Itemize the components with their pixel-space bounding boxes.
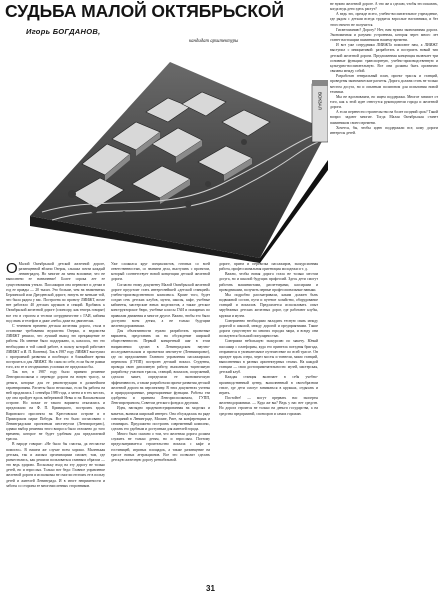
paragraph: Так вот, в 1987 году было принято решение Ленгорисполкома о переводе дороги на новую трассу, за деньги, которые для ее реконструкции в дальнейшем гарантированы. Расчеты было несколько, если бы работы на ней продлились 1 сентября 1989 года, а затем и в тех местах, где она пройдет вдоль набережной Невы и на Васильевском острове. Но позже от такого варианта отказались и предложили на Ф. П. Кривицкого, построить вдоль Кировского проспекта на Крестовском острове и в Приморском парке Победы. Все это было согласовано с Ленинградским проектным институтом (Ленгипротранс), однако выбор решения этого вопроса было отложено до того времени, которое не будет удобным для предлагаемой трассы. xyxy=(6,370,105,442)
paragraph: не нужно железной дороге. А что же я сделаю, чтобы это показать, когда ведь дети здесь растут? xyxy=(330,2,438,12)
paragraph: Идея, наглядно продемонстрированная на моделях и макетах, вызвала широкий интерес. Она обсуждалась на ряде совещаний в Ленинграде, Москве, Риге, на конференциях и семинарах. Предложено построить современный комплекс, сделать его удобным и доступным для жителей города. xyxy=(111,406,210,431)
paragraph: Малой Октябрьской детской железной дороге, размещенной вблизи Озерок, слышал почти каждый ленинградец. Но многие ли меня вспомнят, что не выполнено ее назначение! Более сорока лет ее существования утекло. Пассажиров она перевозит и детям в год ее правды — 20 тысяч. Это больше, чем на знаменитых Берлинской или Дрезденской дороге, ничуть не меньше той, что была рядом у вас. Построена по проекту ЛИИЖТ, возле нее работало 40 детских кружков и секций. Вдобавок к Октябрьской железной дороге (спонсору, как теперь говорят) все это в строгом и тесном сотрудничестве с ГАИ, кабины под связь и телефон и даже «неба» даже на двигателях. xyxy=(6,262,105,323)
author-role: кандидат архитектуры xyxy=(189,39,239,44)
paragraph: А если перенести строительство на более поздний срок? Такой вопрос задают многие. Тогда Малая Октябрьская станет памятником своего времени. xyxy=(330,110,438,125)
drop-cap: О xyxy=(6,262,18,277)
paragraph: В народе говорят: «Не было бы счастья, да несчастье помогло». В нашем же случае всем хорошо. Маленькая детская, так и жилым организациям сможет, там, где разместились, как решили пользоваться главным образом — это ведь здорово. Поскольку вход на эту дорогу не только детей, но и взрослых. Только вот беда: Главное управление железной дороги и исполкомы не смогли отстоять ее в пользу детей и жителей Ленинграда. И в итоге неприятности и заботы со стороны ее многочисленных сторонников. xyxy=(6,442,105,488)
text-column-1 xyxy=(6,262,105,578)
paragraph: Согласно этому документу Малой Октябрьской железной дороге предстоит стать интереснейшей «детской станцией» учебно-производственного комплекса. Кроме того, будет создан сеть детских клубов, музеи, школы, кафе, учебные кабинеты, мастерские юных моделистов, а также детское конструкторское бюро, учебные классы ГАИ и пожарных по правилам движения и многое другое. Важно, чтобы это было доступно всем детям, а не только будущим железнодорожникам. xyxy=(111,282,210,328)
paragraph: Разработан генеральный план, проект трассы и станций, проведены экономические расчеты. Дорога должна стать не только местом досуга, но и опытным полигоном для испытания новой техники. xyxy=(330,74,438,94)
paragraph: И вот уже сотрудники ЛИИЖТа помогают нам, а ЛИИЖТ выступил с инициативой: разработать и построить новый тип детской железной дороги. Предложенная концепция включает три основные функции: транспортную, учебно-производственную и культурно-воспитательную. Все они должны быть органично связаны между собой. xyxy=(330,43,438,74)
article-title: СУДЬБА МАЛОЙ ОКТЯБРЬСКОЙ xyxy=(5,1,284,21)
page-number: 31 xyxy=(206,584,215,593)
paragraph: Для объективности нужно разработать проектные варианты, представить их на обсуждение широкой общественности. Первый конкретный шаг в этом направлении сделан в Ленинградском научно-исследовательском и проектном институте (Ленниипроект), где по предложению Главного управления пассажирских перевозок (ГУПП) построен детский вокзал. Студенты, проводя свою дипломную работу, выполнили тщательную разработку участков трассы, станций, вокзалов, сооружений, сделали макет, определили ее экономическую эффективность, а также разработали проект развития детской железной дороги на перспективу. В этих документах учтены и природоохранные, рекреационные функции. Работы эти одобрены и приняты Ленгорисполкомом, ГУПП, Ленгипротрансом, Советом детского фонда и другими. xyxy=(111,329,210,406)
paragraph: Постойте! — могут прервать нас эксперты железнодорожники. — Куда же вы? Ведь у нас нет средств. Но дорога строится не только на деньги государства, а на средства предприятий, спонсоров и самих горожан. xyxy=(219,396,318,416)
text-column-4 xyxy=(330,2,438,578)
paragraph: Мы подробно рассматривали, каким должен быть подвижной состав, пути и путевое хозяйство, оборудование станций и вокзалов. Предлагается использовать опыт зарубежных детских железных дорог, где работают клубы, кружки и музеи. xyxy=(219,292,318,318)
paragraph: Хочется, бы, чтобы идею поддержали все, кому дороги интересы детей. xyxy=(330,125,438,135)
paragraph: Важно, чтобы новая дорога стала не только местом досуга, но и школой будущих профессий. Здесь дети смогут работать машинистами, диспетчерами, кассирами и проводниками, получить первые профессиональные навыки. xyxy=(219,272,318,292)
paragraph: Совершенно необходимо наладить тесную связь между дорогой и школой, между дорогой и предприятиями. Такие дороги существуют во многих городах мира, и всюду они пользуются большой популярностью. xyxy=(219,318,318,339)
article-author: Игорь БОГДАНОВ, xyxy=(26,27,101,36)
paragraph: Каждая станция включает в себя учебно-производственный центр, выполненный в своеобразном стиле, где дети смогут заниматься в кружках, отдыхать и играть. xyxy=(219,375,318,395)
model-station-sign: ВОКЗАЛ xyxy=(317,92,323,110)
paragraph: Мы не вдохновляем, но ищем поддержки. Многое зависит от того, как к этой идее отнесутся руководители города и железной дороги. xyxy=(330,94,438,110)
paragraph: С течением времени детская железная дорога, стала в остановке требования ведомства Озерки, и ведомства ЛИИЖТ решило, что лучший выход это прекращение ее работы. Их мнение было поддержано, и, казалось, что это необходимо в той самой работе, в пользу которой работают ЛИИЖТ и И. П. Кизеева). Так в 1987 году ЛИИЖТ выступил с программой развития и пообещал: в ближайшее время построить и для ЛИИЖТ. Но сама по себе, если бы не рамки того, кто ее в сегодняшних условиях не предложил бы. xyxy=(6,323,105,370)
text-column-2 xyxy=(111,262,210,578)
paragraph: Много было сказано о том, что железная дорога должна служить не только детям, но и взрослым. Поэтому предусматривается строительство вокзала с кафе и гостиницей, игровых площадок, а также размещение на трассе новых аттракционов. Все это позволит сделать детскую железную дорогу рентабельной. xyxy=(111,432,210,462)
paragraph: Уже сложился круг специалистов, готовых со всей ответственностью, со знанием дела, выступить с проектом, который соответствует новой концепции детской железной дороги. xyxy=(111,262,210,282)
text-column-3 xyxy=(219,262,318,578)
paragraph: дороге, прием и перевозка пассажиров, экскурсионная работа, профессиональная ориентация молодежи и т. д. xyxy=(219,262,318,272)
paragraph: А ведь это, прежде всего, учебно-воспитательное учреждение, где рядом с детьми всегда трудятся взрослые наставники, и без этого ничего не получится. xyxy=(330,12,438,27)
railway-model-photo xyxy=(12,44,328,263)
paragraph: Гигантоманию? Дорогу? Нет, нам нужна экономичная дорога. Экономичная и разумно устроенная, которая через много лет станет настоящим памятником нашему времени. xyxy=(330,27,438,43)
paragraph: Совершим небольшую экскурсию по макету. Юный пассажир с платформы, куда его привезла поездная бригада, отправится в увлекательное путешествие по всей трассе. Он проедет вдоль озера, через мосты и тоннели, мимо станций, выполненных в разных архитектурных стилях. На каждой станции — свои достопримечательности: музей, мастерская, детский клуб. xyxy=(219,339,318,375)
